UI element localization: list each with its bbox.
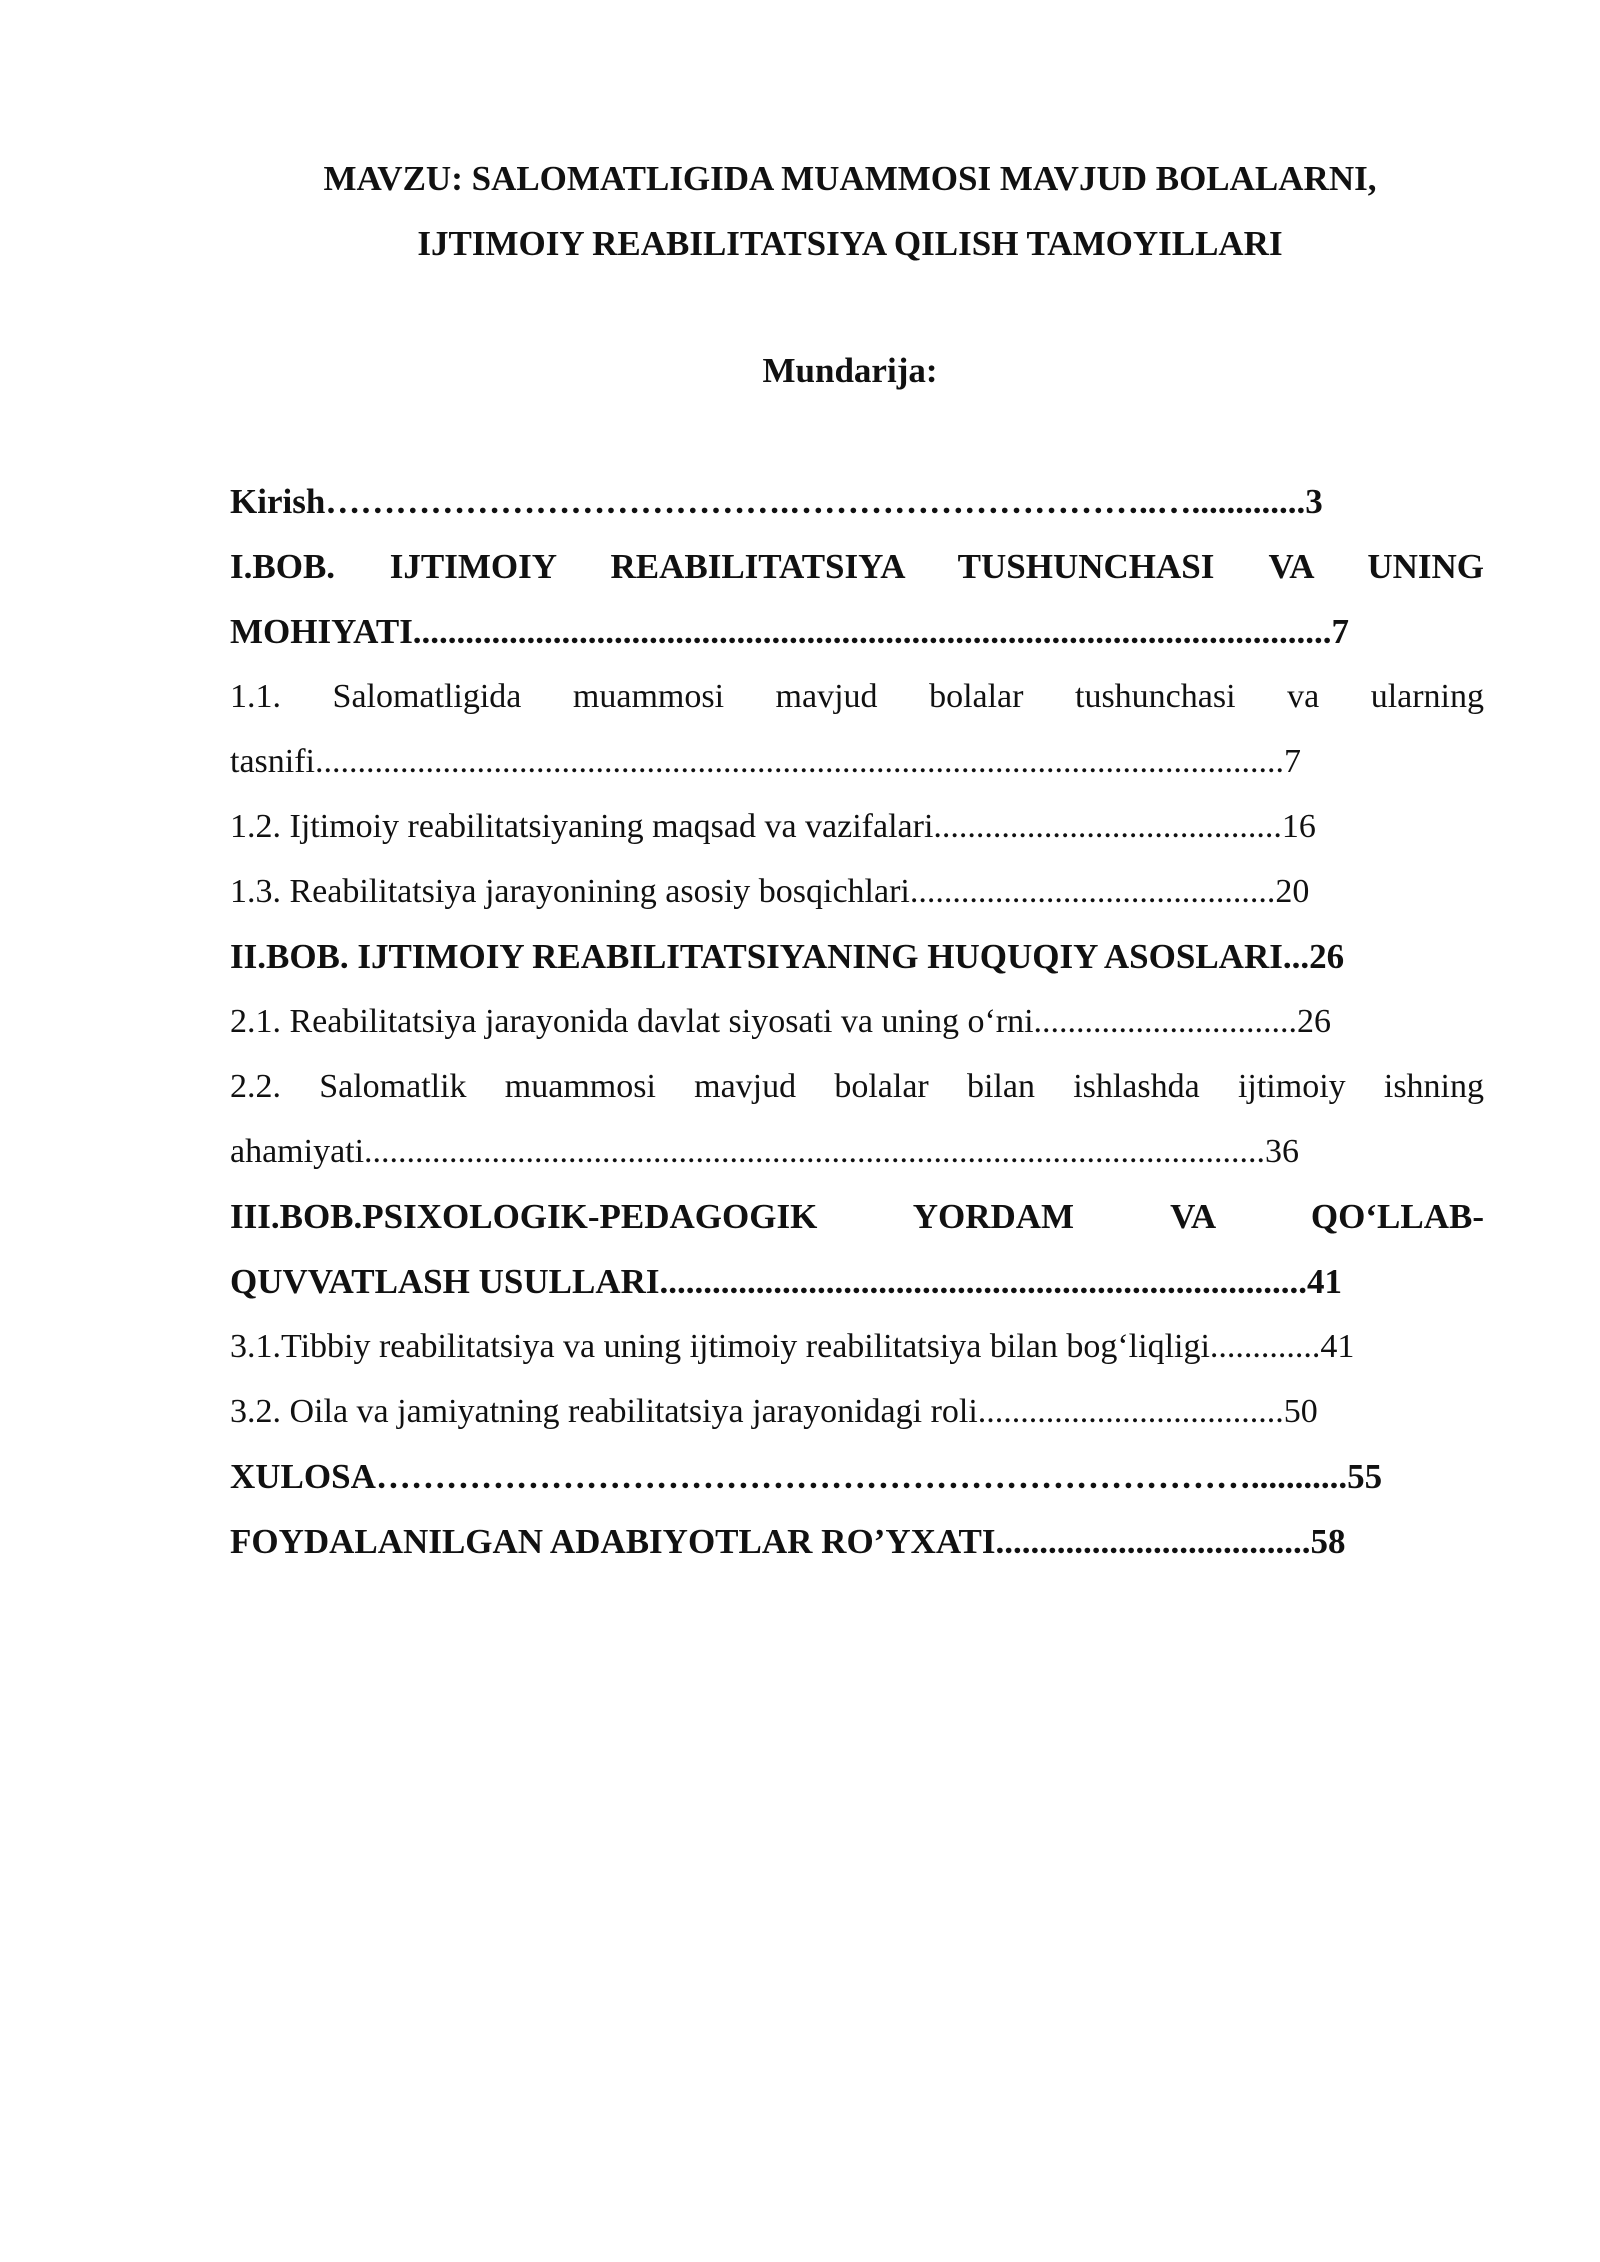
table-of-contents — [230, 469, 1484, 1574]
toc-entry-section-1-3: 1.3. Reabilitatsiya jarayonining asosiy bosqichlari...........................................20 — [230, 873, 1310, 910]
toc-entry-xulosa: XULOSA…………………………………………………………………...........55 — [230, 1457, 1383, 1496]
toc-entry-chapter-1-line-1: I.BOB. IJTIMOIY REABILITATSIYA TUSHUNCHASI VA UNING — [230, 547, 1484, 586]
toc-entry-references: FOYDALANILGAN ADABIYOTLAR RO’YXATI....................................58 — [230, 1522, 1346, 1561]
toc-entry-section-3-1: 3.1.Tibbiy reabilitatsiya va uning ijtimoiy reabilitatsiya bilan bog‘liqligi.............41 — [230, 1328, 1355, 1365]
toc-entry-section-1-2: 1.2. Ijtimoiy reabilitatsiyaning maqsad va vazifalari.........................................16 — [230, 808, 1316, 845]
toc-entry-chapter-3-line-1: III.BOB.PSIXOLOGIK-PEDAGOGIK YORDAM VA QO‘LLAB- — [230, 1197, 1484, 1236]
title-line-1: MAVZU: SALOMATLIGIDA MUAMMOSI MAVJUD BOLALARNI, — [323, 159, 1377, 198]
toc-entry-section-2-2-line-2: ahamiyati..........................................................................................................36 — [230, 1133, 1300, 1170]
title-line-2: IJTIMOIY REABILITATSIYA QILISH TAMOYILLARI — [417, 224, 1283, 263]
contents-heading: Mundarija: — [762, 351, 938, 390]
toc-entry-section-1-1-line-2: tasnifi..................................................................................................................7 — [230, 743, 1301, 780]
toc-entry-chapter-1-line-2: MOHIYATI.........................................................................................................7 — [230, 612, 1350, 651]
toc-entry-section-2-1: 2.1. Reabilitatsiya jarayonida davlat siyosati va uning o‘rni...............................26 — [230, 1003, 1332, 1040]
document-title — [230, 146, 1470, 276]
toc-entry-section-3-2: 3.2. Oila va jamiyatning reabilitatsiya jarayonidagi roli....................................50 — [230, 1393, 1318, 1430]
toc-entry-section-2-2-line-1: 2.2. Salomatlik muammosi mavjud bolalar bilan ishlashda ijtimoiy ishning — [230, 1068, 1484, 1105]
toc-entry-section-1-1-line-1: 1.1. Salomatligida muammosi mavjud bolalar tushunchasi va ularning — [230, 678, 1484, 715]
toc-entry-kirish: Kirish………………………………….…………………………..….............3 — [230, 482, 1323, 521]
toc-entry-chapter-2: II.BOB. IJTIMOIY REABILITATSIYANING HUQUQIY ASOSLARI...26 — [230, 937, 1345, 976]
toc-entry-chapter-3-line-2: QUVVATLASH USULLARI..........................................................................41 — [230, 1262, 1343, 1301]
